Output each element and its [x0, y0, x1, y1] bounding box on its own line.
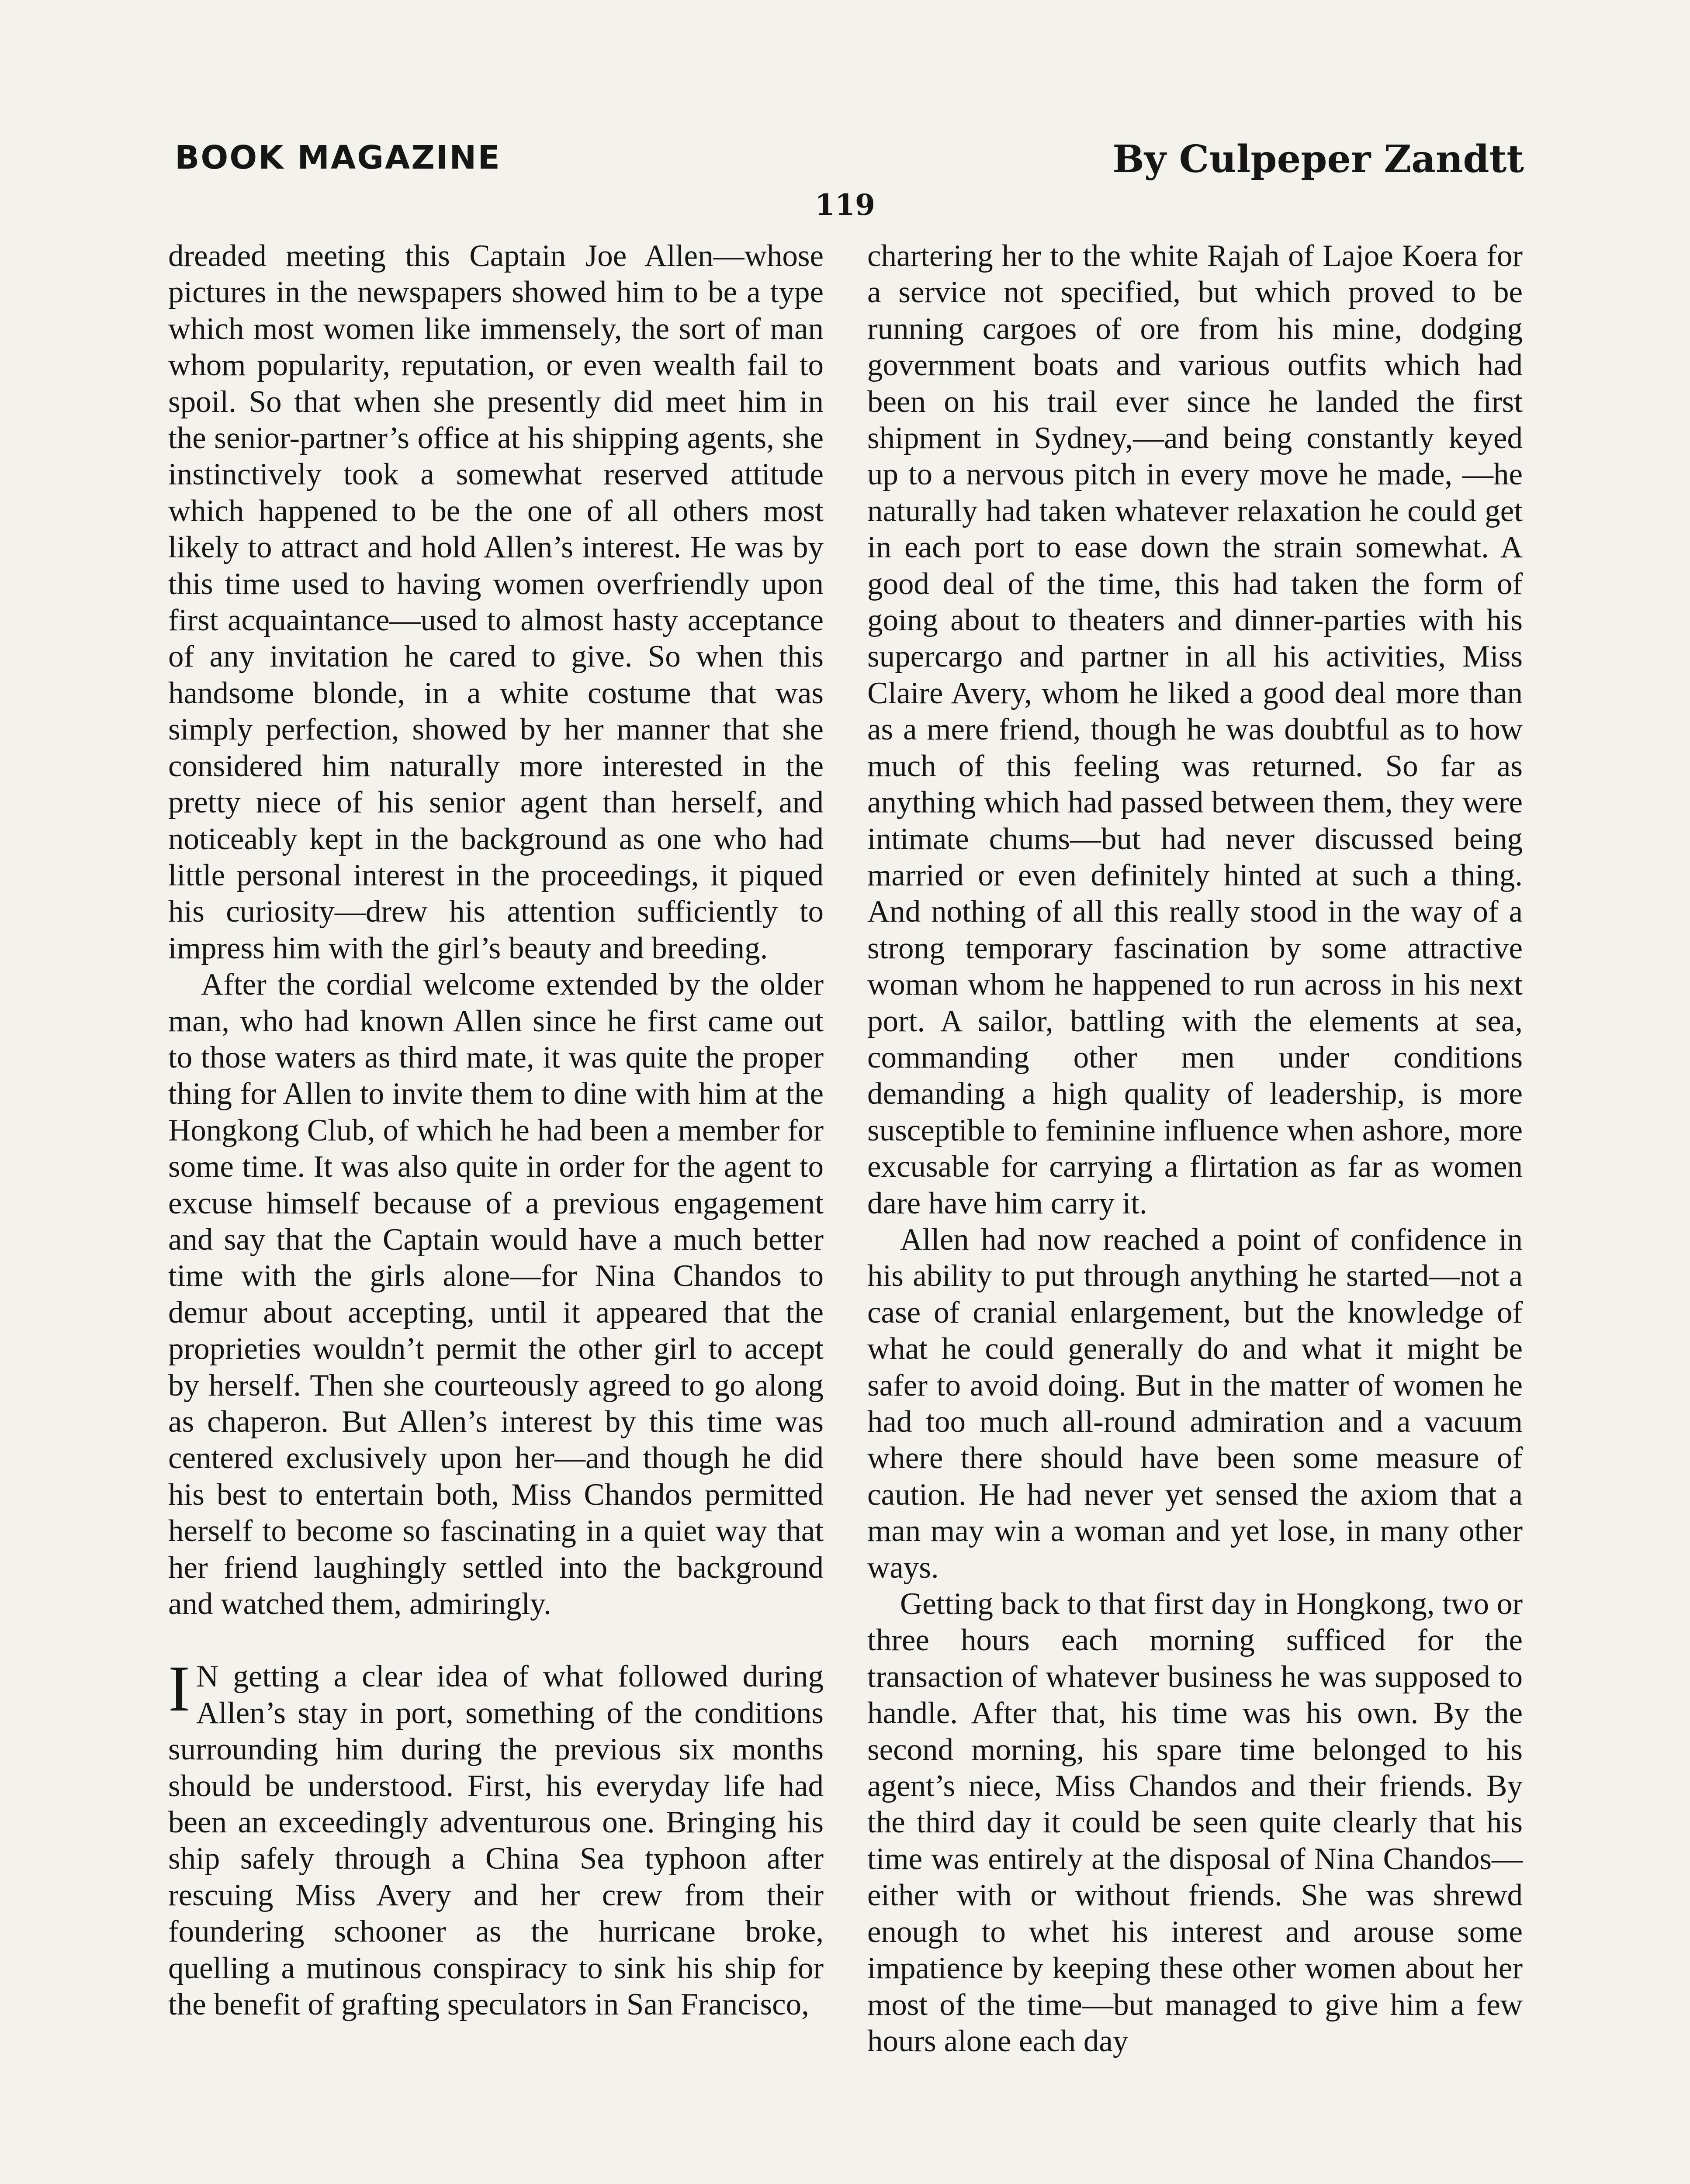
section-paragraph [168, 1652, 824, 2023]
paragraph-text: N getting a clear idea of what followed during Allen’s stay in port, something of the conditions surrounding him during the previous six months should be understood. First, his everyday life had been an exceedingly adventurous one. Bringing his ship safely through a China Sea typhoon after rescuing Miss Avery and her crew from their foundering schooner as the hurricane broke, quelling a mutinous conspiracy to sink his ship for the benefit of grafting speculators in San Francisco, [168, 1659, 824, 2022]
left-column [168, 238, 824, 2023]
author-byline: By Culpeper Zandtt [1112, 137, 1524, 181]
paragraph: Getting back to that first day in Hongkong, two or three hours each morning sufficed for the transaction of whatever business he was supposed to handle. After that, his time was his own. By the second morning, his spare time belonged to his agent’s niece, Miss Chandos and their friends. By the third day it could be seen quite clearly that his time was entirely at the disposal of Nina Chandos—either with or without friends. She was shrewd enough to whet his interest and arouse some impatience by keeping these other women about her most of the time—but managed to give him a few hours alone each day [867, 1587, 1523, 2058]
paragraph: Allen had now reached a point of confidence in his ability to put through anything he started—not a case of cranial enlargement, but the knowledge of what he could generally do and what it might be safer to avoid doing. But in the matter of women he had too much all-round admiration and a vacuum where there should have been some measure of caution. He had never yet sensed the axiom that a man may win a woman and yet lose, in many other ways. [867, 1222, 1523, 1585]
drop-cap: I [168, 1652, 190, 1725]
right-column [867, 238, 1523, 2060]
paragraph: After the cordial welcome extended by the older man, who had known Allen since he first came out to those waters as third mate, it was quite the proper thing for Allen to invite them to dine with him at the Hongkong Club, of which he had been a member for some time. It was also quite in order for the agent to excuse himself because of a previous engagement and say that the Captain would have a much better time with the girls alone—for Nina Chandos to demur about accepting, until it appeared that the proprieties wouldn’t permit the other girl to accept by herself. Then she courteously agreed to go along as chaperon. But Allen’s interest by this time was centered exclusively upon her—and though he did his best to entertain both, Miss Chandos permitted herself to become so fascinating in a quiet way that her friend laughingly settled into the background and watched them, admiringly. [168, 968, 824, 1621]
magazine-title: BOOK MAGAZINE [175, 139, 501, 176]
paragraph: dreaded meeting this Captain Joe Allen—whose pictures in the newspapers showed him to be a type which most women like immensely, the sort of man whom popularity, reputation, or even wealth fail to spoil. So that when she presently did meet him in the senior-partner’s office at his shipping agents, she instinctively took a somewhat reserved attitude which happened to be the one of all others most likely to attract and hold Allen’s interest. He was by this time used to having women overfriendly upon first acquaintance—used to almost hasty acceptance of any invitation he cared to give. So when this handsome blonde, in a white costume that was simply perfection, showed by her manner that she considered him naturally more interested in the pretty niece of his senior agent than herself, and noticeably kept in the background as one who had little personal interest in the proceedings, it piqued his curiosity—drew his attention sufficiently to impress him with the girl’s beauty and breeding. [168, 239, 824, 965]
running-header [175, 139, 1524, 187]
paragraph: chartering her to the white Rajah of Lajoe Koera for a service not specified, but which proved to be running cargoes of ore from his mine, dodging government boats and various outfits which had been on his trail ever since he landed the first shipment in Sydney,—and being constantly keyed up to a nervous pitch in every move he made, —he naturally had taken whatever relaxation he could get in each port to ease down the strain somewhat. A good deal of the time, this had taken the form of going about to theaters and dinner-parties with his supercargo and partner in all his activities, Miss Claire Avery, whom he liked a good deal more than as a mere friend, though he was doubtful as to how much of this feeling was returned. So far as anything which had passed between them, they were intimate chums—but had never discussed being married or even definitely hinted at such a thing. And nothing of all this really stood in the way of a strong temporary fascination by some attractive woman whom he happened to run across in his next port. A sailor, battling with the elements at sea, commanding other men under conditions demanding a high quality of leadership, is more susceptible to feminine influence when ashore, more excusable for carrying a flirtation as far as women dare have him carry it. [867, 239, 1523, 1220]
page-number: 119 [815, 188, 875, 222]
